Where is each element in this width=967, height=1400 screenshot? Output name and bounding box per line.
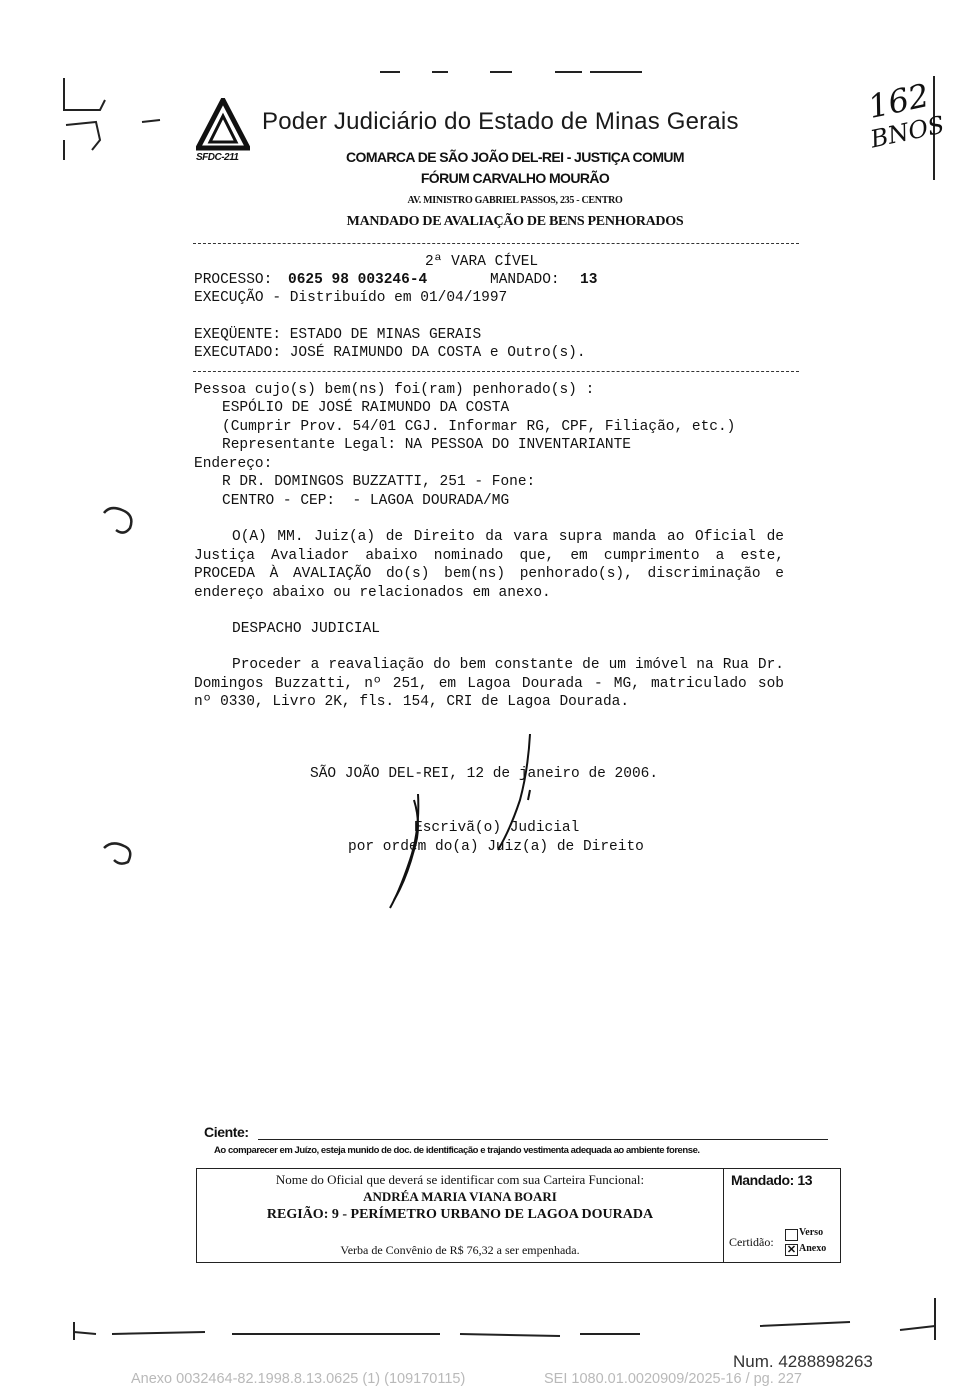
regiao: REGIÃO: 9 - PERÍMETRO URBANO DE LAGOA DOURADA <box>266 1207 654 1222</box>
verso-checkbox[interactable] <box>785 1229 798 1241</box>
anexo-reference: Anexo 0032464-82.1998.8.13.0625 (1) (109170115) <box>131 1371 466 1387</box>
document-title: MANDADO DE AVALIAÇÃO DE BENS PENHORADOS <box>346 214 684 229</box>
document-number: Num. 4288898263 <box>733 1352 873 1371</box>
verba: Verba de Convênio de R$ 76,32 a ser empenhada. <box>340 1243 580 1257</box>
page-number-text: 162 <box>864 76 933 126</box>
despacho-text: Proceder a reavaliação do bem constante de um imóvel na Rua Dr. Domingos Buzzatti, nº 251, em Lagoa Dourada - MG, matriculado sob nº 0330, Livro 2K, fls. 154, CRI de Lagoa Dourada. <box>194 657 784 710</box>
date-line: SÃO JOÃO DEL-REI, 12 de janeiro de 2006. <box>310 766 659 782</box>
mandado-box-label: Mandado: 13 <box>731 1172 813 1188</box>
processo-number: 0625 98 003246-4 <box>288 272 428 288</box>
person-name: ESPÓLIO DE JOSÉ RAIMUNDO DA COSTA <box>222 400 510 416</box>
mandado-number: 13 <box>580 272 598 288</box>
anexo-checkbox[interactable] <box>785 1244 798 1256</box>
ciente-label: Ciente: <box>204 1124 249 1140</box>
initials-text: BNOS <box>867 110 947 154</box>
sei-reference: SEI 1080.01.0020909/2025-16 / pg. 227 <box>544 1371 802 1387</box>
official-label: Nome do Oficial que deverá se identificar com sua Carteira Funcional: <box>275 1172 645 1187</box>
court-logo-icon <box>196 98 250 152</box>
checked-x-icon: ✕ <box>786 1244 797 1256</box>
despacho-title: DESPACHO JUDICIAL <box>232 621 380 637</box>
official-name: ANDRÉA MARIA VIANA BOARI <box>363 1189 557 1204</box>
logo-code: SFDC-211 <box>196 152 239 163</box>
signer-escriva: Escrivã(o) Judicial <box>414 820 580 836</box>
verso-label: Verso <box>799 1227 824 1238</box>
address-line: AV. MINISTRO GABRIEL PASSOS, 235 - CENTRO <box>407 195 623 206</box>
box-divider <box>723 1169 724 1262</box>
endereco-line-2: CENTRO - CEP: - LAGOA DOURADA/MG <box>222 493 510 509</box>
divider <box>193 371 799 372</box>
forum-line: FÓRUM CARVALHO MOURÃO <box>420 170 610 186</box>
cumprir-line: (Cumprir Prov. 54/01 CGJ. Informar RG, CPF, Filiação, etc.) <box>222 419 736 435</box>
mandado-label: MANDADO: <box>490 272 560 288</box>
execucao-line: EXECUÇÃO - Distribuído em 01/04/1997 <box>194 290 508 306</box>
ciente-note: Ao comparecer em Juízo, esteja munido de doc. de identificação e trajando vestimenta adequada ao ambiente forense. <box>214 1145 700 1156</box>
endereco-line-1: R DR. DOMINGOS BUZZATTI, 251 - Fone: <box>222 474 536 490</box>
order-paragraph: O(A) MM. Juiz(a) de Direito da vara supra manda ao Oficial de Justiça Avaliador abaixo nominado que, em cumprimento a este, PROCEDA À AVALIAÇÃO do(s) bem(ns) penhorado(s), discriminação e endereço abaixo ou relacionados em anexo. <box>194 529 784 601</box>
court-title: Poder Judiciário do Estado de Minas Gerais <box>262 108 739 135</box>
divider <box>193 243 799 244</box>
person-intro: Pessoa cujo(s) bem(ns) foi(ram) penhorado(s) : <box>194 382 595 398</box>
vara: 2ª VARA CÍVEL <box>425 254 539 270</box>
exequente-line: EXEQÜENTE: ESTADO DE MINAS GERAIS <box>194 327 482 343</box>
representante-line: Representante Legal: NA PESSOA DO INVENTARIANTE <box>222 437 631 453</box>
officer-box <box>196 1168 841 1263</box>
processo-label: PROCESSO: <box>194 272 273 288</box>
anexo-label: Anexo <box>799 1243 827 1254</box>
certidao-label: Certidão: <box>729 1235 774 1249</box>
executado-line: EXECUTADO: JOSÉ RAIMUNDO DA COSTA e Outro(s). <box>194 345 586 361</box>
endereco-label: Endereço: <box>194 456 273 472</box>
ciente-signature-line[interactable] <box>258 1139 828 1140</box>
comarca-line: COMARCA DE SÃO JOÃO DEL-REI - JUSTIÇA COMUM <box>346 149 684 165</box>
signer-por-ordem: por ordem do(a) Juiz(a) de Direito <box>348 839 644 855</box>
